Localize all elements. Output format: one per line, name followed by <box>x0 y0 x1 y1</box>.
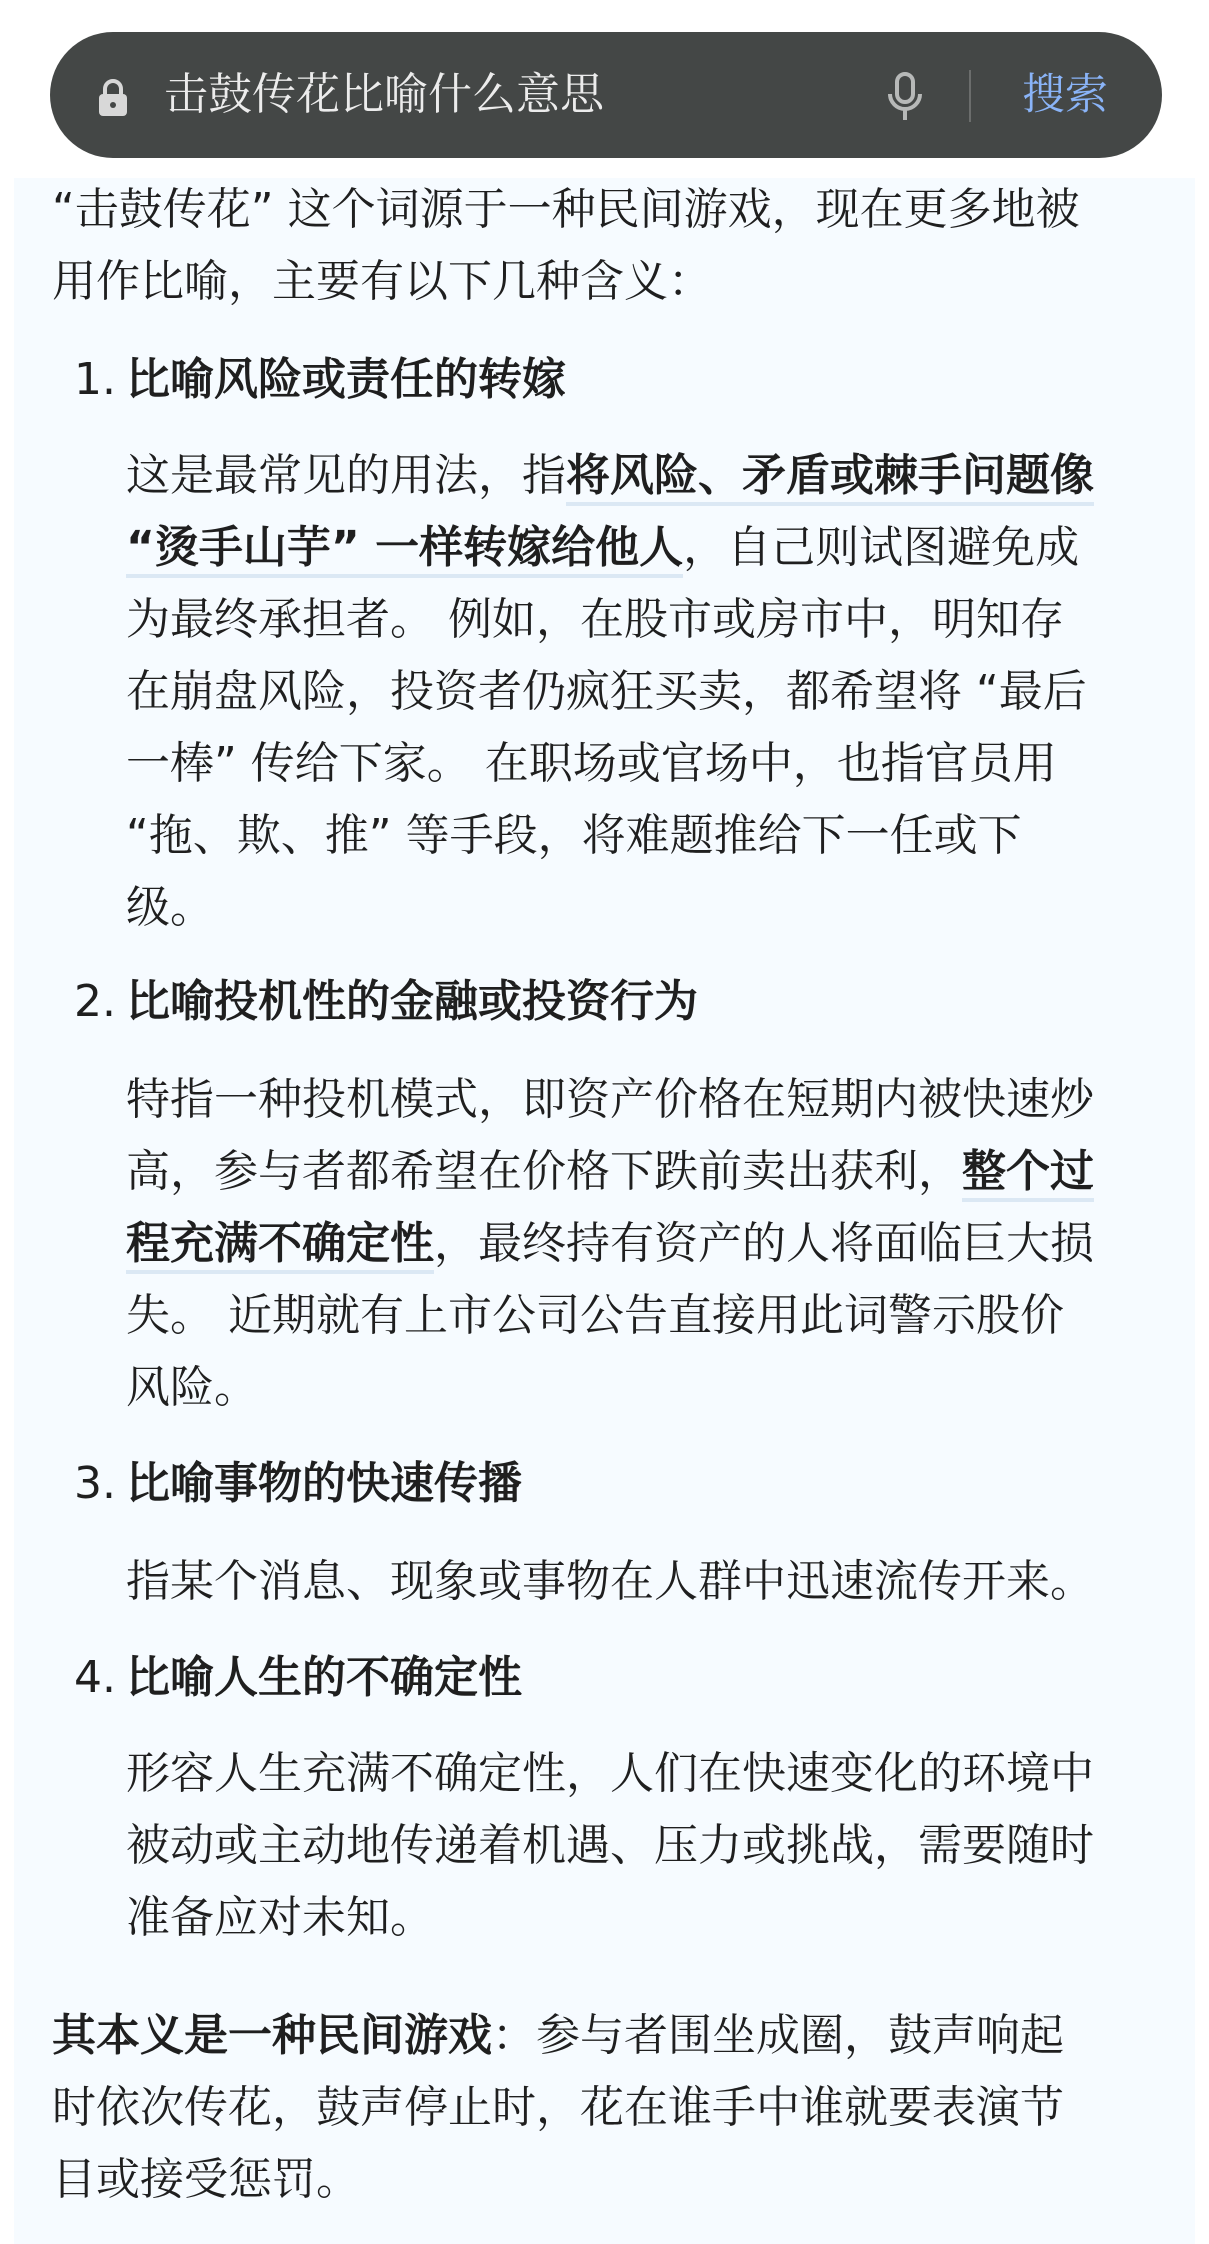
highlighted-phrase: 程充满不确定性 <box>126 1218 434 1274</box>
item-paragraph-line: 被动或主动地传递着机遇、压力或挑战，需要随时 <box>126 1820 1094 1871</box>
item-paragraph-line: 这是最常见的用法，指将风险、矛盾或棘手问题像 <box>126 440 1094 512</box>
search-button[interactable]: 搜索 <box>1022 70 1108 120</box>
list-item-title: 比喻风险或责任的转嫁 <box>126 354 566 405</box>
intro-line: 用作比喻，主要有以下几种含义： <box>52 256 712 307</box>
mic-icon[interactable] <box>887 70 923 124</box>
item-paragraph-line: 指某个消息、现象或事物在人群中迅速流传开来。 <box>126 1556 1094 1607</box>
search-divider <box>969 70 971 122</box>
item-paragraph-line: 在崩盘风险，投资者仍疯狂买卖，都希望将 “最后 <box>126 666 1087 717</box>
item-paragraph-line: “烫手山芋” 一样转嫁给他人，自己则试图避免成 <box>126 512 1079 584</box>
list-item-title: 比喻投机性的金融或投资行为 <box>126 976 698 1027</box>
item-paragraph-line: 风险。 <box>126 1362 258 1413</box>
item-paragraph-line: 形容人生充满不确定性，人们在快速变化的环境中 <box>126 1748 1094 1799</box>
item-paragraph-line: 高，参与者都希望在价格下跌前卖出获利，整个过 <box>126 1136 1094 1208</box>
list-item-number: 4. <box>74 1652 116 1703</box>
item-paragraph-line: 级。 <box>126 882 214 933</box>
outro-line: 时依次传花，鼓声停止时，花在谁手中谁就要表演节 <box>52 2082 1064 2133</box>
highlighted-phrase: “烫手山芋” 一样转嫁给他人 <box>126 522 683 578</box>
item-paragraph-line: 特指一种投机模式，即资产价格在短期内被快速炒 <box>126 1074 1094 1125</box>
item-paragraph-line: 失。 近期就有上市公司公告直接用此词警示股价 <box>126 1290 1064 1341</box>
intro-line: “击鼓传花” 这个词源于一种民间游戏，现在更多地被 <box>52 184 1080 235</box>
item-paragraph-line: “拖、欺、推” 等手段，将难题推给下一任或下 <box>126 810 1022 861</box>
list-item-number: 3. <box>74 1458 116 1509</box>
item-paragraph-line: 准备应对未知。 <box>126 1892 434 1943</box>
list-item-number: 2. <box>74 976 116 1027</box>
outro-bold-phrase: 其本义是一种民间游戏 <box>52 2010 492 2061</box>
highlighted-phrase: 整个过 <box>962 1146 1094 1202</box>
item-paragraph-line: 一棒” 传给下家。 在职场或官场中，也指官员用 <box>126 738 1057 789</box>
lock-icon <box>96 78 130 118</box>
search-input[interactable]: 击鼓传花比喻什么意思 <box>164 69 604 120</box>
item-paragraph-line: 为最终承担者。 例如，在股市或房市中，明知存 <box>126 594 1064 645</box>
highlighted-phrase: 将风险、矛盾或棘手问题像 <box>566 450 1094 506</box>
list-item-number: 1. <box>74 354 116 405</box>
item-paragraph-line: 程充满不确定性，最终持有资产的人将面临巨大损 <box>126 1208 1094 1280</box>
list-item-title: 比喻人生的不确定性 <box>126 1652 522 1703</box>
outro-line: 目或接受惩罚。 <box>52 2154 360 2205</box>
list-item-title: 比喻事物的快速传播 <box>126 1458 522 1509</box>
outro-line: 其本义是一种民间游戏：参与者围坐成圈，鼓声响起 <box>52 2010 1064 2061</box>
